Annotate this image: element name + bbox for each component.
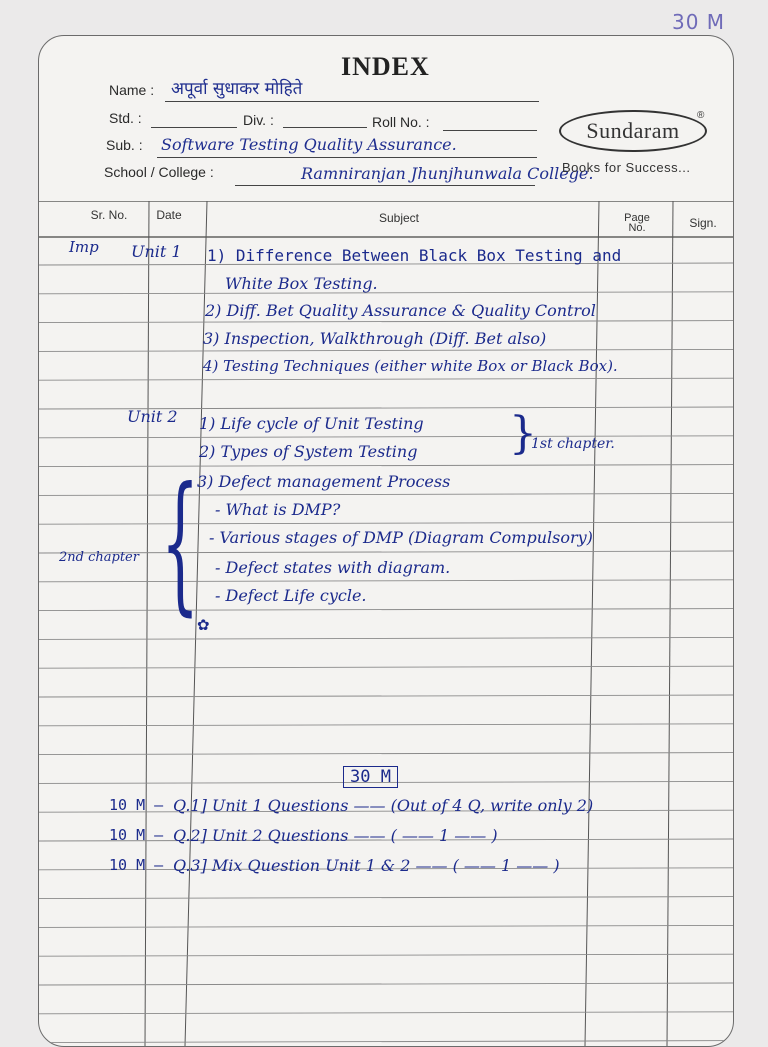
- name-value: अपूर्वा सुधाकर मोहिते: [171, 79, 303, 99]
- table-row-line: [39, 378, 733, 380]
- page-title: INDEX: [341, 52, 430, 81]
- table-row-line: [39, 465, 733, 467]
- table-row-line: [39, 551, 733, 553]
- roll-label: Roll No. :: [372, 114, 430, 130]
- q3-text: Q.3] Mix Question Unit 1 & 2 —— ( —— 1 —— ): [173, 856, 560, 875]
- index-table-grid: [39, 201, 733, 1046]
- table-row-line: [39, 666, 733, 668]
- subject-row-12: - Defect Life cycle.: [215, 586, 367, 605]
- total-marks-box: 30 M: [343, 766, 398, 788]
- subject-row-3: 2) Diff. Bet Quality Assurance & Quality Control: [205, 301, 596, 320]
- second-chapter-brace: {: [161, 456, 200, 630]
- table-row-line: [39, 637, 733, 639]
- table-row-line: [39, 753, 733, 755]
- subject-label: Sub. :: [106, 137, 143, 153]
- table-row-line: [39, 695, 733, 697]
- q3-marks: 10 M —: [109, 856, 164, 874]
- subject-row-7: 2) Types of System Testing: [199, 442, 418, 461]
- chapter-brace: }: [509, 408, 537, 459]
- subject-row-4: 3) Inspection, Walkthrough (Diff. Bet also): [203, 329, 547, 348]
- table-row-line: [39, 349, 733, 351]
- subject-row-10: - Various stages of DMP (Diagram Compulsory): [209, 528, 593, 547]
- table-row-line: [39, 925, 733, 927]
- subject-row-5: 4) Testing Techniques (either white Box or Black Box).: [203, 357, 618, 375]
- q2-text: Q.2] Unit 2 Questions —— ( —— 1 —— ): [173, 826, 498, 845]
- table-row-line: [39, 1041, 733, 1043]
- std-label: Std. :: [109, 110, 142, 126]
- subject-row-8: 3) Defect management Process: [197, 472, 451, 491]
- table-row-line: [39, 522, 733, 524]
- imp-mark: Imp: [69, 238, 99, 256]
- div-label: Div. :: [243, 112, 274, 128]
- star-mark: ✿: [197, 616, 210, 634]
- q1-marks: 10 M —: [109, 796, 164, 814]
- subject-row-6: 1) Life cycle of Unit Testing: [199, 414, 424, 433]
- table-row-line: [39, 493, 733, 495]
- unit-2-label: Unit 2: [127, 407, 178, 426]
- logo-text: Sundaram: [586, 118, 680, 143]
- table-row-line: [39, 724, 733, 726]
- col-page-no: Page No.: [624, 212, 650, 234]
- second-chapter-note: 2nd chapter: [59, 550, 139, 565]
- sundaram-logo: [559, 110, 707, 152]
- subject-value: Software Testing Quality Assurance.: [161, 135, 457, 154]
- brand-tagline: Books for Success...: [562, 160, 691, 175]
- corner-marks-note: 30 M: [672, 10, 726, 34]
- col-date: Date: [156, 208, 182, 222]
- subject-row-11: - Defect states with diagram.: [215, 558, 451, 577]
- school-line: [235, 184, 535, 186]
- roll-line: [443, 129, 537, 131]
- school-label: School / College :: [104, 164, 214, 180]
- first-chapter-note: 1st chapter.: [531, 436, 615, 452]
- table-row-line: [39, 321, 733, 323]
- table-row-line: [39, 897, 733, 899]
- table-row-line: [39, 580, 733, 582]
- name-label: Name :: [109, 82, 155, 98]
- table-row-line: [39, 983, 733, 985]
- index-page: [38, 35, 734, 1047]
- col-sign: Sign.: [689, 216, 717, 230]
- q1-text: Q.1] Unit 1 Questions —— (Out of 4 Q, write only 2): [173, 796, 594, 815]
- subject-line: [157, 156, 537, 158]
- div-line: [283, 126, 367, 128]
- col-sr-no: Sr. No.: [90, 208, 128, 222]
- q2-marks: 10 M —: [109, 826, 164, 844]
- std-line: [151, 126, 237, 128]
- table-row-line: [39, 1012, 733, 1014]
- name-line: [165, 100, 539, 102]
- subject-row-2: White Box Testing.: [225, 274, 378, 293]
- subject-row-9: - What is DMP?: [215, 500, 341, 519]
- table-row-line: [39, 436, 733, 438]
- table-row-line: [39, 609, 733, 611]
- registered-mark: ®: [697, 110, 705, 121]
- subject-row-1: 1) Difference Between Black Box Testing and: [207, 246, 622, 265]
- unit-1-label: Unit 1: [131, 242, 182, 261]
- school-value: Ramniranjan Jhunjhunwala College.: [301, 164, 594, 183]
- table-row-line: [39, 292, 733, 294]
- col-subject: Subject: [378, 211, 420, 225]
- table-row-line: [39, 954, 733, 956]
